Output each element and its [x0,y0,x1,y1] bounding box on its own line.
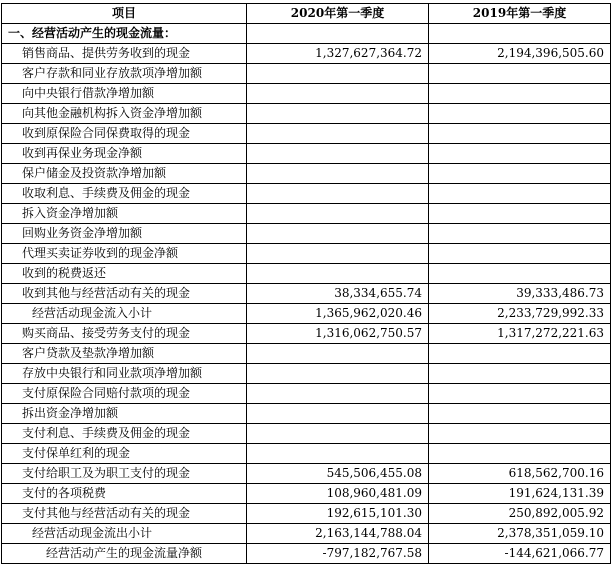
row-label: 经营活动现金流出小计 [2,524,247,544]
value-2020-q1 [247,404,429,424]
table-row [2,504,611,524]
table-row [2,344,611,364]
row-label: 向其他金融机构拆入资金净增加额 [2,104,247,124]
row-label: 收取利息、手续费及佣金的现金 [2,184,247,204]
table-row [2,204,611,224]
value-2020-q1 [247,444,429,464]
value-2020-q1 [247,364,429,384]
row-label: 代理买卖证券收到的现金净额 [2,244,247,264]
row-label: 回购业务资金净增加额 [2,224,247,244]
value-2020-q1: 38,334,655.74 [247,284,429,304]
table-row [2,324,611,344]
table-row [2,104,611,124]
value-2020-q1 [247,424,429,444]
value-2019-q1 [429,384,611,404]
value-2019-q1: 250,892,005.92 [429,504,611,524]
row-label: 存放中央银行和同业款项净增加额 [2,364,247,384]
row-label: 客户存款和同业存放款项净增加额 [2,64,247,84]
row-label: 支付的各项税费 [2,484,247,504]
value-2020-q1: 1,327,627,364.72 [247,44,429,64]
row-label: 一、经营活动产生的现金流量： [2,24,247,44]
value-2020-q1 [247,24,429,44]
value-2020-q1 [247,244,429,264]
row-label: 收到的税费返还 [2,264,247,284]
row-label: 客户贷款及垫款净增加额 [2,344,247,364]
value-2020-q1: 2,163,144,788.04 [247,524,429,544]
cash-flow-table [1,3,611,564]
table-row [2,544,611,564]
value-2019-q1: -144,621,066.77 [429,544,611,564]
table-row [2,464,611,484]
row-label: 保户储金及投资款净增加额 [2,164,247,184]
row-label: 经营活动产生的现金流量净额 [2,544,247,564]
table-row [2,184,611,204]
row-label: 支付原保险合同赔付款项的现金 [2,384,247,404]
value-2019-q1 [429,144,611,164]
row-label: 购买商品、接受劳务支付的现金 [2,324,247,344]
value-2019-q1 [429,164,611,184]
value-2020-q1 [247,264,429,284]
row-label: 收到再保业务现金净额 [2,144,247,164]
table-row [2,84,611,104]
row-label: 经营活动现金流入小计 [2,304,247,324]
value-2019-q1: 39,333,486.73 [429,284,611,304]
table-row [2,484,611,504]
table-row [2,164,611,184]
table-row [2,244,611,264]
value-2020-q1 [247,84,429,104]
value-2019-q1 [429,344,611,364]
row-label: 向中央银行借款净增加额 [2,84,247,104]
value-2020-q1: 545,506,455.08 [247,464,429,484]
value-2020-q1 [247,204,429,224]
value-2020-q1 [247,184,429,204]
row-label: 支付利息、手续费及佣金的现金 [2,424,247,444]
row-label: 收到其他与经营活动有关的现金 [2,284,247,304]
value-2020-q1 [247,104,429,124]
table-row [2,284,611,304]
row-label: 销售商品、提供劳务收到的现金 [2,44,247,64]
header-item: 项目 [2,4,247,24]
value-2019-q1: 191,624,131.39 [429,484,611,504]
row-label: 支付其他与经营活动有关的现金 [2,504,247,524]
table-row [2,124,611,144]
value-2019-q1 [429,404,611,424]
table-row [2,364,611,384]
value-2019-q1: 618,562,700.16 [429,464,611,484]
value-2019-q1 [429,224,611,244]
row-label: 拆入资金净增加额 [2,204,247,224]
value-2019-q1: 1,317,272,221.63 [429,324,611,344]
row-label: 支付给职工及为职工支付的现金 [2,464,247,484]
value-2020-q1: 1,316,062,750.57 [247,324,429,344]
table-row [2,304,611,324]
row-label: 支付保单红利的现金 [2,444,247,464]
header-2020-q1: 2020年第一季度 [247,4,429,24]
value-2020-q1: -797,182,767.58 [247,544,429,564]
table-row [2,404,611,424]
value-2020-q1 [247,344,429,364]
table-row [2,24,611,44]
value-2019-q1 [429,184,611,204]
value-2019-q1: 2,233,729,992.33 [429,304,611,324]
table-row [2,444,611,464]
value-2019-q1 [429,204,611,224]
table-row [2,44,611,64]
value-2019-q1 [429,24,611,44]
table-row [2,384,611,404]
row-label: 收到原保险合同保费取得的现金 [2,124,247,144]
value-2020-q1 [247,164,429,184]
value-2019-q1 [429,444,611,464]
table-row [2,144,611,164]
value-2020-q1 [247,384,429,404]
value-2019-q1 [429,64,611,84]
value-2020-q1: 108,960,481.09 [247,484,429,504]
value-2019-q1 [429,424,611,444]
value-2020-q1 [247,224,429,244]
table-row [2,224,611,244]
value-2019-q1 [429,244,611,264]
value-2019-q1 [429,364,611,384]
value-2019-q1 [429,124,611,144]
value-2020-q1: 1,365,962,020.46 [247,304,429,324]
value-2019-q1 [429,84,611,104]
value-2020-q1 [247,124,429,144]
table-header-row [2,4,611,24]
value-2020-q1 [247,144,429,164]
value-2019-q1: 2,378,351,059.10 [429,524,611,544]
table-row [2,424,611,444]
value-2019-q1: 2,194,396,505.60 [429,44,611,64]
table-body [2,24,611,564]
value-2020-q1 [247,64,429,84]
value-2019-q1 [429,104,611,124]
table-row [2,524,611,544]
header-2019-q1: 2019年第一季度 [429,4,611,24]
value-2020-q1: 192,615,101.30 [247,504,429,524]
table-row [2,264,611,284]
table-row [2,64,611,84]
value-2019-q1 [429,264,611,284]
row-label: 拆出资金净增加额 [2,404,247,424]
